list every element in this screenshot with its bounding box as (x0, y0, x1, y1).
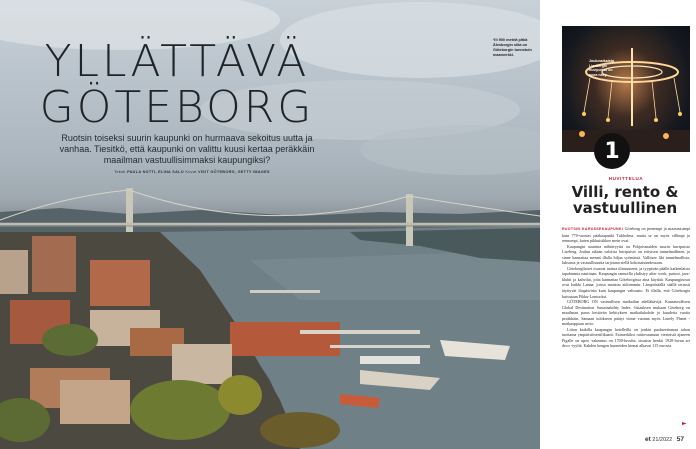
page-number: 57 (676, 436, 684, 443)
article-credits (92, 170, 292, 174)
body-paragraph-text: Göteborg on pienempi ja maaseutumpi kuin 770-vuotias pääkaupunki Tukholma, mutta se on myös villimpi ja rennompi, kuten pikkuisikkoe mein ovat. (562, 226, 690, 244)
right-page (540, 0, 696, 449)
continue-arrow-icon: ► (682, 420, 687, 427)
body-paragraph: Göteborgilaiset osaavat tarttua tilaisuuteen, ja tyypävän päälle kaikenlaisia tapahtumia nautitaan. Kaupungin rannoilla yhdistyy after work, puistot, jazz-klubit ja kahvilat, joita kannattaa Göteborgissa aina käyttää. Kaupunginosat ovat kaikki Lanna, joissa maistuu aidoimmin. Lämpöisäällä säällä terassit täyttyvät iltapäivisin kuin kaupungin valtuusto. Et illalla, että Göteborgia kutsutaan Pikku-Lontooksi. (562, 265, 690, 299)
magazine-logo: et (644, 436, 651, 443)
page-folio (645, 436, 684, 443)
photo-credit-authors: VISIT GÖTEBORG, GETTY IMAGES (197, 170, 270, 174)
issue-number: 21/2022 (652, 437, 673, 443)
body-paragraph (562, 226, 690, 244)
article-lead: Ruotsin toiseksi suurin kaupunki on hurmaava sekoitus uutta ja vanhaa. Tiesitkö, että kaupunki on valittu kuusi kertaa peräkkäin maailman vastuullisimmaksi kaupungiksi? (59, 133, 315, 165)
bridge-tower-right (406, 194, 413, 246)
body-paragraph: Liiton kaikilla kaupungin hotelleilla on jonkin puolueettoman tahon tuottama ympäristösertifikaatti. Esimerkiksi raitiovaunuun viesteistä ajaneen Pigalle on upea -rakennus on 1700-luvulta, sisustus henkii 1920-luvun art deco -tyyliä. Kahden hengen huoneiden hinnat alkavat 115 eurosta. (562, 326, 690, 349)
title-line-1: YLLÄTTÄVÄ (44, 36, 310, 87)
sidebar-body (562, 226, 690, 349)
liseberg-photo (562, 26, 690, 152)
number-badge: 1 (594, 133, 630, 169)
title-line-2: GÖTEBORG (39, 82, 315, 133)
article-title (32, 36, 322, 133)
text-credit-label: Teksti (114, 170, 126, 174)
bridge-photo-caption: Yli 900 metriä pitkä Älvsborgin silta on Göteborgin tunnetuin maamerkki. (493, 38, 532, 57)
section-kicker: HUVITTELUA (608, 176, 644, 181)
text-credit-authors: PAULA NOTTI, ELINA SALO (127, 170, 185, 174)
body-paragraph: GÖTEBORG ON vastuullisen matkailun edelläkävijä. Kansainvälisen Global Destination Sustainability Index -listauksen mukaan Göteborg on maailman paras kestävän kehityksen matkailukohde jo kuudetta vuotta peräkkäin. Samaan tulokseen päätyi viime vuonna myös Lonely Planet -matkaoppaan arvio. (562, 299, 690, 327)
sidebar-headline: Villi, rento & vastuullinen (571, 183, 679, 217)
carousel-illustration (562, 26, 690, 152)
liseberg-caption: Joulunaikaista Lisebergin huvipuisto on upea näky. (589, 59, 614, 77)
body-paragraph: Kaupungin suurinta nähtävyyttä on Pohjoismaiden suurin huvipuisto Liseberg. Joulun aikaan valoista huvipuisto on erityisen tunnelmallinen, ja sinne kannattaa mennä illalla hiljaa syömässä. Vallitsee liki tunnelmallista, luksusta ja vastuullisuutta tarjotaan siellä kokonaisuudessaan. (562, 243, 690, 266)
photo-credit-label: Kuvat (185, 170, 197, 174)
body-lead-in: RUOTSIN KARUSSEKAUPUNKI (562, 227, 624, 231)
